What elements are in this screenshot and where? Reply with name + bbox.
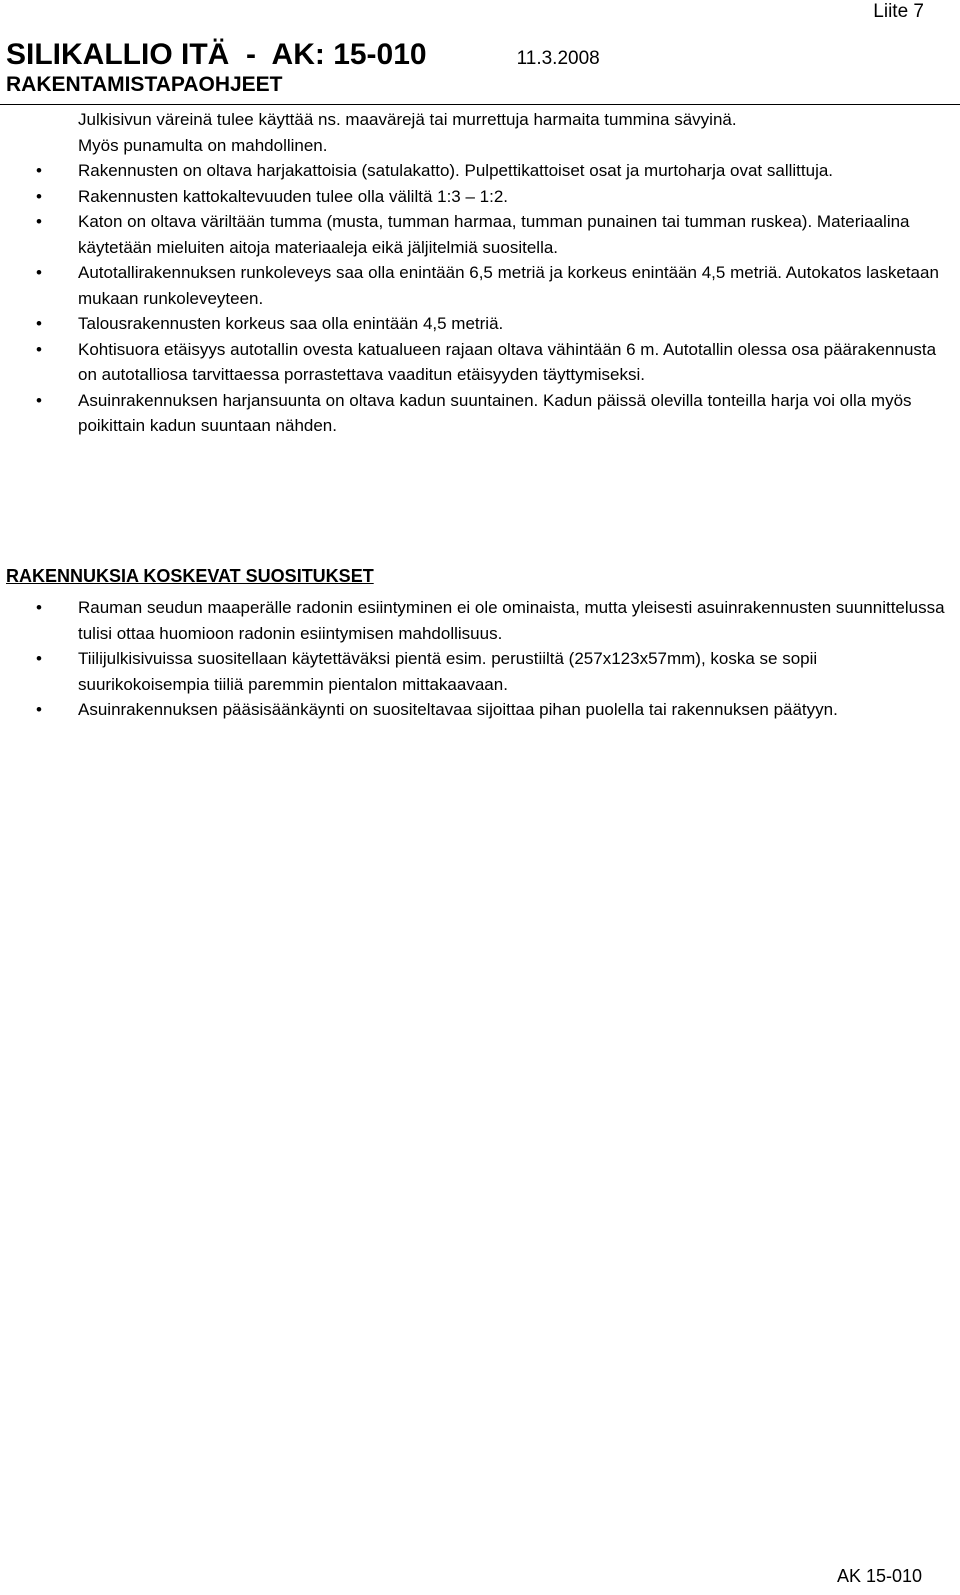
list-item — [0, 646, 948, 697]
document-header — [6, 36, 960, 98]
list-item-text: Rakennusten kattokaltevuuden tulee olla väliltä 1:3 – 1:2. — [78, 186, 509, 206]
list-item-text: Asuinrakennuksen harjansuunta on oltava kadun suuntainen. Kadun päissä olevilla tonteilla harja voi olla myös poikittain kadun suuntaan nähden. — [78, 390, 912, 435]
attachment-label: Liite 7 — [873, 1, 924, 22]
list-item — [0, 388, 948, 439]
intro-paragraph — [78, 107, 938, 158]
bullet-icon: • — [36, 263, 42, 282]
list-item-text: Tiilijulkisivuissa suositellaan käytettäväksi pientä esim. perustiiltä (257x123x57mm), koska se sopii suurikokoisempia tiiliä paremmin pientalon mittakaavaan. — [78, 649, 818, 694]
header-row — [6, 36, 960, 74]
list-item — [0, 260, 948, 311]
list-item-text: Katon on oltava väriltään tumma (musta, tumman harmaa, tumman punainen tai tumman ruskea). Materiaalina käytetään mieluiten aitoja materiaaleja eikä jäljitelmiä suositella. — [78, 212, 910, 257]
recommendations-section — [0, 563, 960, 723]
list-item — [0, 158, 948, 184]
rules-list — [0, 158, 960, 439]
bullet-icon: • — [36, 649, 42, 668]
bullet-icon: • — [36, 598, 42, 617]
section-heading: RAKENNUKSIA KOSKEVAT SUOSITUKSET — [6, 566, 374, 586]
list-item — [0, 311, 948, 337]
document-date: 11.3.2008 — [516, 48, 600, 69]
intro-line: Myös punamulta on mahdollinen. — [78, 135, 328, 155]
document-title: SILIKALLIO ITÄ - AK: 15-010 — [6, 38, 427, 71]
list-item — [0, 697, 948, 723]
list-item-text: Asuinrakennuksen pääsisäänkäynti on suositeltavaa sijoittaa pihan puolella tai rakennuksen päätyyn. — [78, 700, 838, 719]
bullet-icon: • — [36, 390, 42, 410]
bullet-icon: • — [36, 161, 42, 180]
list-item — [0, 209, 948, 260]
bullet-icon: • — [36, 314, 42, 333]
page-footer: AK 15-010 — [836, 1566, 922, 1586]
list-item — [0, 184, 948, 210]
list-item-text: Rauman seudun maaperälle radonin esiintyminen ei ole ominaista, mutta yleisesti asuinrakennusten suunnittelussa tulisi ottaa huomioon radonin esiintymisen mahdollisuus. — [78, 598, 945, 643]
list-item — [0, 337, 948, 388]
list-item-text: Autotallirakennuksen runkoleveys saa olla enintään 6,5 metriä ja korkeus enintään 4,5 metriä. Autokatos lasketaan mukaan runkoleveyteen. — [78, 263, 939, 308]
list-item — [0, 595, 948, 646]
bullet-icon: • — [36, 186, 42, 206]
list-item-text: Talousrakennusten korkeus saa olla enintään 4,5 metriä. — [78, 314, 504, 333]
bullet-icon: • — [36, 212, 42, 231]
main-content — [0, 107, 960, 439]
bullet-icon: • — [36, 339, 42, 359]
intro-line: Julkisivun väreinä tulee käyttää ns. maavärejä tai murrettuja harmaita tummina sävyinä. — [78, 110, 737, 129]
list-item-text: Kohtisuora etäisyys autotallin ovesta katualueen rajaan oltava vähintään 6 m. Autotallin olessa osa päärakennusta on autotalliosa tarvittaessa porrastettava vaaditun etäisyyden täyttymiseksi. — [78, 339, 937, 384]
header-divider — [0, 104, 960, 105]
document-subtitle: RAKENTAMISTAPAOHJEET — [6, 73, 283, 96]
recommendations-list — [0, 595, 960, 723]
list-item-text: Rakennusten on oltava harjakattoisia (satulakatto). Pulpettikattoiset osat ja murtoharja ovat sallittuja. — [78, 161, 834, 180]
bullet-icon: • — [36, 700, 42, 719]
